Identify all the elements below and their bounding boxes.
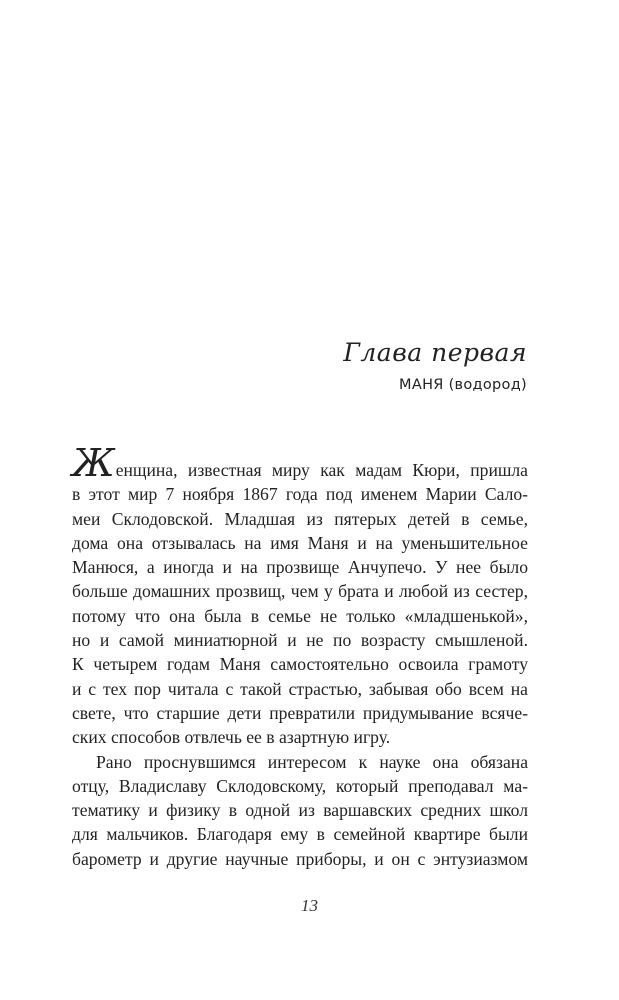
text-line: и с тех пор читала с такой страстью, забывая обо всем на (72, 678, 528, 699)
text-line: Манюся, а иногда и на прозвище Анчупечо. У нее было (72, 557, 528, 578)
text-line: отцу, Владиславу Склодовскому, который преподавал ма- (72, 775, 528, 796)
text-line: тематику и физику в одной из варшавских средних школ (72, 800, 528, 821)
body-text (72, 441, 528, 871)
text-line: барометр и другие научные приборы, и он с энтузиазмом (72, 848, 528, 869)
text-line: ских способов отвлечь ее в азартную игру. (72, 727, 391, 748)
text-line: свете, что старшие дети превратили придумывание всяче- (72, 702, 528, 723)
chapter-subtitle: МАНЯ (водород) (399, 377, 527, 393)
text-line: дома она отзывалась на имя Маня и на уменьшительное (72, 532, 528, 553)
text-line: в этот мир 7 ноября 1867 года под именем Марии Сало- (72, 484, 528, 505)
text-line: но и самой миниатюрной и не по возрасту смышленой. (72, 630, 528, 651)
page-number: 13 (301, 896, 318, 915)
text-line-content: енщина, известная миру как мадам Кюри, пришла (115, 460, 528, 480)
drop-cap: Ж (72, 441, 115, 485)
chapter-title: Глава первая (343, 338, 527, 367)
text-line: для мальчиков. Благодаря ему в семейной квартире были (72, 824, 528, 845)
text-line: меи Склодовской. Младшая из пятерых детей в семье, (72, 508, 528, 529)
text-line: потому что она была в семье не только «младшенькой», (72, 605, 528, 626)
text-line (72, 441, 528, 485)
text-line: больше домашних прозвищ, чем у брата и любой из сестер, (72, 581, 528, 602)
text-line: К четырем годам Маня самостоятельно освоила грамоту (72, 654, 528, 675)
text-line: Рано проснувшимся интересом к науке она обязана (96, 751, 528, 772)
